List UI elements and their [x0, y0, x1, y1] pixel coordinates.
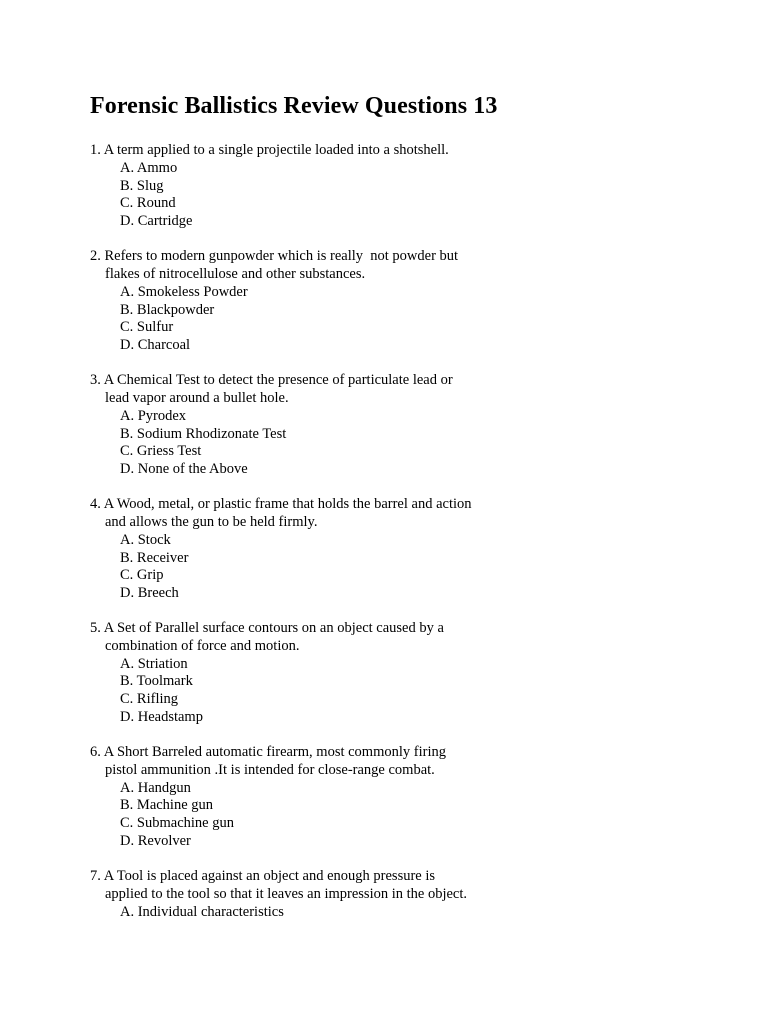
answer-option: A. Pyrodex: [120, 407, 187, 424]
answer-option: A. Handgun: [120, 779, 191, 796]
answer-option: C. Rifling: [120, 691, 179, 708]
question-1: [90, 142, 768, 231]
answer-option: B. Slug: [120, 177, 164, 194]
answer-option: A. Stock: [120, 531, 171, 548]
question-5: [90, 620, 768, 727]
question-text-line: 6. A Short Barreled automatic firearm, most commonly firing: [90, 744, 446, 761]
answer-option: A. Smokeless Powder: [120, 283, 248, 300]
answer-option: D. Cartridge: [120, 213, 193, 230]
question-text-line: 5. A Set of Parallel surface contours on an object caused by a: [90, 620, 444, 637]
question-6: [90, 744, 768, 851]
answer-option: D. None of the Above: [120, 461, 248, 478]
page-title: Forensic Ballistics Review Questions 13: [90, 93, 498, 119]
answer-option: C. Grip: [120, 567, 164, 584]
answer-option: B. Receiver: [120, 549, 189, 566]
question-text-line: flakes of nitrocellulose and other substances.: [105, 265, 366, 282]
question-text-line: 3. A Chemical Test to detect the presence of particulate lead or: [90, 372, 453, 389]
answer-option: A. Ammo: [120, 159, 178, 176]
answer-option: D. Revolver: [120, 833, 191, 850]
question-4: [90, 496, 768, 603]
question-text-line: applied to the tool so that it leaves an impression in the object.: [105, 885, 468, 902]
question-2: [90, 248, 768, 355]
answer-option: D. Breech: [120, 585, 179, 602]
answer-option: D. Charcoal: [120, 337, 191, 354]
answer-option: B. Blackpowder: [120, 301, 215, 318]
question-text-line: and allows the gun to be held firmly.: [105, 513, 318, 530]
answer-option: B. Machine gun: [120, 797, 214, 814]
question-3: [90, 372, 768, 479]
answer-option: C. Sulfur: [120, 319, 174, 336]
answer-option: A. Individual characteristics: [120, 903, 284, 920]
question-text-line: lead vapor around a bullet hole.: [105, 389, 289, 406]
question-text-line: 1. A term applied to a single projectile loaded into a shotshell.: [90, 142, 449, 158]
question-text-line: combination of force and motion.: [105, 637, 300, 654]
answer-option: B. Sodium Rhodizonate Test: [120, 425, 287, 442]
answer-option: D. Headstamp: [120, 709, 203, 726]
answer-option: B. Toolmark: [120, 673, 193, 690]
question-7: [90, 868, 768, 921]
answer-option: C. Round: [120, 195, 176, 212]
question-text-line: 7. A Tool is placed against an object and enough pressure is: [90, 868, 436, 885]
question-text-line: 2. Refers to modern gunpowder which is really not powder but: [90, 248, 459, 265]
question-text-line: 4. A Wood, metal, or plastic frame that holds the barrel and action: [90, 496, 472, 513]
question-list: [90, 142, 768, 921]
answer-option: C. Submachine gun: [120, 815, 234, 832]
question-text-line: pistol ammunition .It is intended for close-range combat.: [105, 761, 435, 778]
answer-option: A. Striation: [120, 655, 188, 672]
answer-option: C. Griess Test: [120, 443, 202, 460]
